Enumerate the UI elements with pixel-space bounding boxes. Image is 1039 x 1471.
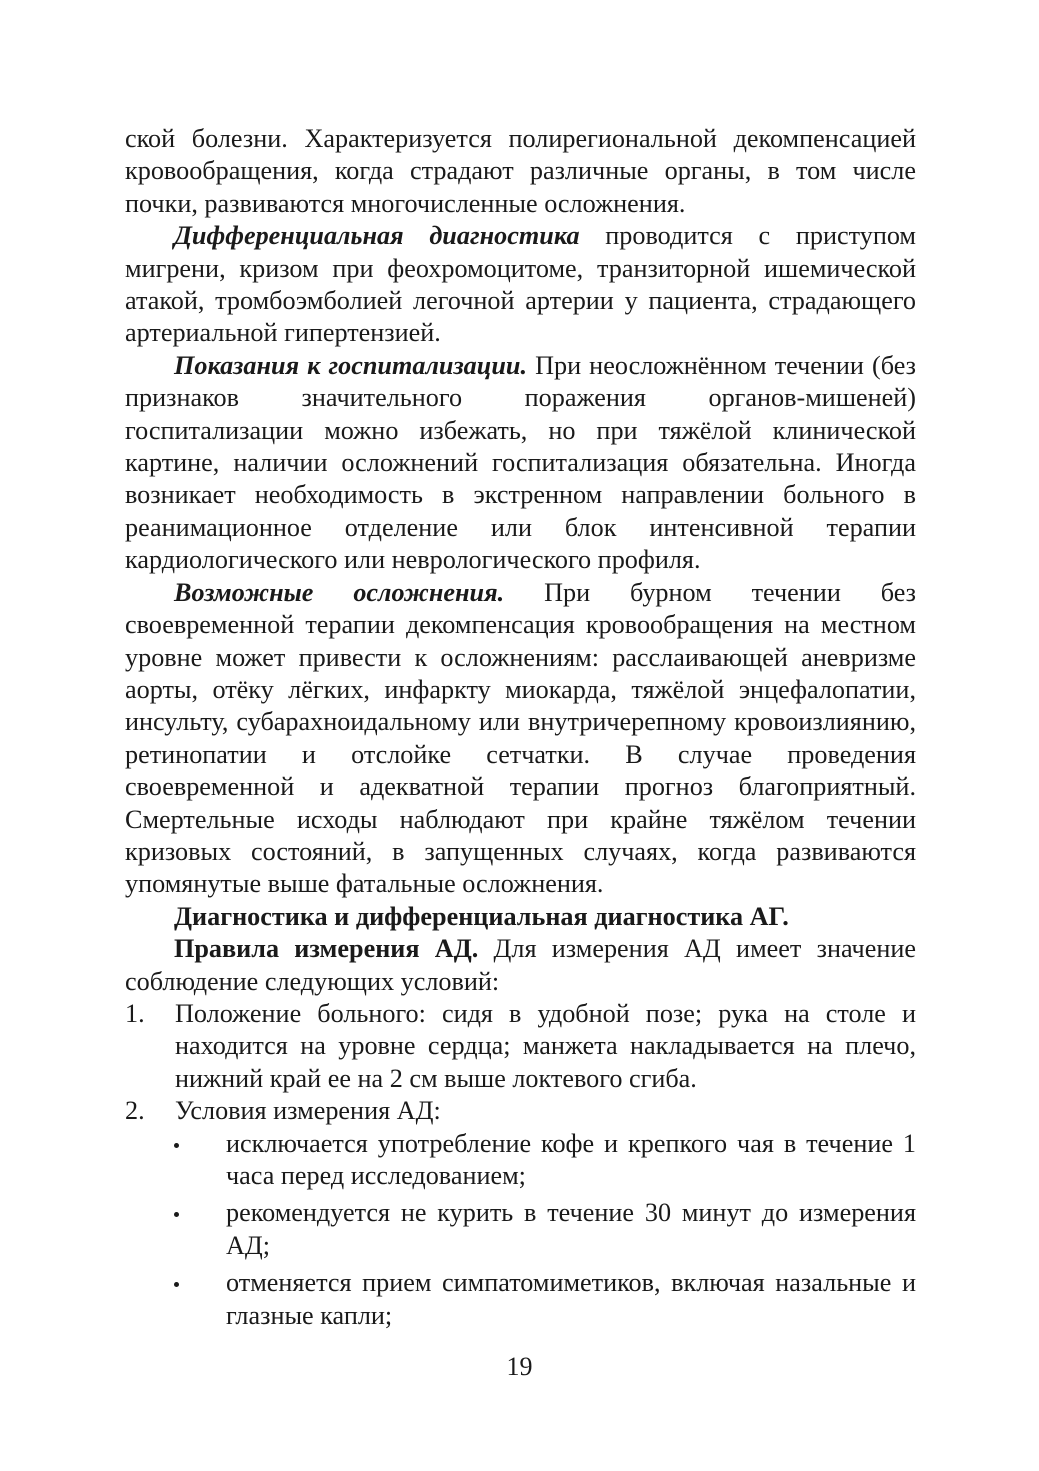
paragraph-rules-text: Для измерения АД имеет значение соблюдение следующих условий: (125, 934, 916, 996)
paragraph-complications-lead: Возможные осложнения. (174, 577, 505, 607)
paragraph-intro (125, 123, 916, 220)
numbered-item-number: 1. (125, 998, 145, 1028)
paragraph-hospitalization-text: При неосложнённом течении (без признаков значительного поражения органов-мишеней) госпитализации можно избежать, но при тяжёлой клинической картине, наличии осложнений госпитализация обязательна. Иногда возникает необходимость в экстренном направлении больного в реанимационное отделение или блок интенсивной терапии кардиологического или неврологического профиля. (125, 350, 917, 575)
paragraph-rules-lead: Правила измерения АД. (174, 934, 479, 964)
paragraph-complications (125, 577, 916, 901)
bullet-dot-icon (125, 1267, 226, 1332)
numbered-item (125, 1095, 916, 1127)
bullet-item (125, 1128, 916, 1193)
document-page (125, 123, 916, 1337)
paragraph-hospitalization (125, 350, 916, 577)
page-number: 19 (506, 1352, 533, 1381)
paragraph-differential-text: проводится с приступом мигрени, кризом при феохромоцитоме, транзиторной ишемической атакой, тромбоэмболией легочной артерии у пациента, страдающего артериальной гипертензией. (125, 221, 917, 348)
paragraph-differential-lead: Дифференциальная диагностика (174, 221, 580, 251)
paragraph-intro-text: ской болезни. Характеризуется полирегиональной декомпенсацией кровообращения, когда страдают различные органы, в том числе почки, развиваются многочисленные осложнения. (125, 124, 916, 218)
section-heading: Диагностика и дифференциальная диагностика АГ. (174, 901, 789, 931)
bullet-item (125, 1267, 916, 1332)
numbered-item-number: 2. (125, 1096, 145, 1126)
paragraph-rules (125, 933, 916, 998)
paragraph-differential (125, 220, 916, 350)
bullet-dot-icon (125, 1128, 226, 1193)
paragraph-complications-text: При бурном течении без своевременной терапии декомпенсация кровообращения на местном уровне может привести к осложнениям: расслаивающей аневризме аорты, отёку лёгких, инфаркту миокарда, тяжёлой энцефалопатии, инсульту, субарахноидальному или внутричерепному кровоизлиянию, ретинопатии и отслойке сетчатки. В случае проведения своевременной и адекватной терапии прогноз благоприятный. Смертельные исходы наблюдают при крайне тяжёлом течении кризовых состояний, в запущенных случаях, когда развиваются упомянутые выше фатальные осложнения. (125, 577, 917, 899)
bullet-dot-icon (125, 1197, 226, 1262)
bullet-item-text: рекомендуется не курить в течение 30 минут до измерения АД; (226, 1198, 916, 1260)
bullet-item-text: отменяется прием симпатомиметиков, включая назальные и глазные капли; (226, 1268, 916, 1330)
numbered-item-text: Условия измерения АД: (175, 1096, 441, 1126)
paragraph-hospitalization-lead: Показания к госпитализации. (174, 350, 528, 380)
bullet-item-text: исключается употребление кофе и крепкого чая в течение 1 часа перед исследованием; (226, 1128, 916, 1190)
numbered-item-text: Положение больного: сидя в удобной позе; рука на столе и находится на уровне сердца; манжета накладывается на плечо, нижний край ее на 2 см выше локтевого сгиба. (175, 998, 916, 1093)
bullet-item (125, 1197, 916, 1262)
numbered-item (125, 998, 916, 1095)
bullet-list (125, 1128, 916, 1332)
